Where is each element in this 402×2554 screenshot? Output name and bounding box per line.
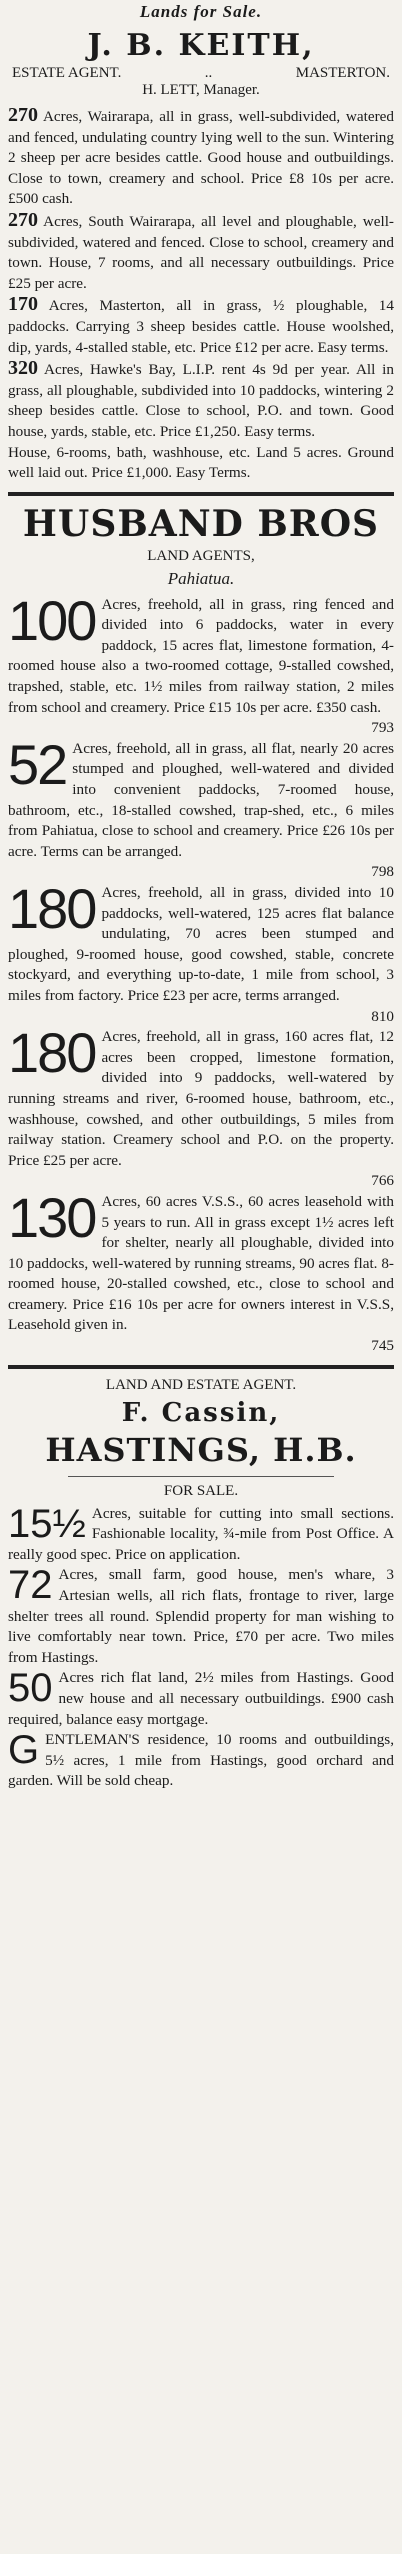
husband-item-num: 130 [8,1185,96,1249]
keith-item-text: Acres, Hawke's Bay, L.I.P. rent 4s 9d per year. All in grass, all ploughable, subdivided into 10 paddocks, wintering 2 sheep besides cattle. Close to school, P.O. and town. Good house, yards, stable, etc. Price £1,250. Easy terms. [8,361,394,440]
section-divider [8,1365,394,1369]
husband-item-ref: 766 [371,1172,394,1190]
cassin-item-text: ENTLEMAN'S residence, 10 rooms and outbuildings, 5½ acres, 1 mile from Hastings, good orchard and garden. Will be sold cheap. [8,1731,394,1790]
keith-item-num: 270 [8,104,38,126]
husband-item-num: 100 [8,588,96,652]
keith-role-sep: .. [204,65,213,81]
section-divider [8,492,394,496]
husband-location: Pahiatua. [167,568,235,588]
keith-role-left: ESTATE AGENT. [12,65,122,81]
cassin-item [8,1501,394,1566]
husband-subtitle: LAND AGENTS, [147,547,255,564]
husband-item-num: 52 [8,732,67,796]
keith-item-text: Acres, Masterton, all in grass, ½ ploughable, 14 paddocks. Carrying 3 sheep besides cattle. House woolshed, dip, yards, 4-stalled stable, etc. Price £12 per acre. Easy terms. [8,297,394,356]
husband-listings [8,588,394,1357]
keith-item [8,358,394,442]
keith-footer: House, 6-rooms, bath, washhouse, etc. Land 5 acres. Ground well laid out. Price £1,000. Easy Terms. [8,443,394,482]
keith-manager: H. LETT, Manager. [142,82,260,98]
husband-brand: HUSBAND BROS [22,502,380,545]
husband-item-ref: 745 [371,1337,394,1355]
cassin-brand: F. Cassin, [121,1397,281,1428]
keith-item [8,210,394,294]
husband-item-text: Acres, freehold, all in grass, all flat, nearly 20 acres stumped and ploughed, well-watered and divided into convenient paddocks, 7-roomed house, bathroom, etc., 18-stalled cowshed, trap-shed, etc., 6 miles from Pahiatua, close to school and creamery. Price £26 10s per acre. Terms can be arranged. [8,739,394,860]
husband-item [8,1185,394,1357]
husband-item-ref: 798 [371,863,394,881]
cassin-item-num: 15½ [8,1501,86,1546]
keith-item-num: 320 [8,357,38,380]
husband-item-text: Acres, 60 acres V.S.S., 60 acres leasehold with 5 years to run. All in grass except 1½ acres left for shelter, nearly all ploughable, divided into 10 paddocks, well-watered by running streams, 90 acres flat. 8-roomed house, 20-stalled cowshed, etc., close to school and creamery. Price £16 10s per acre for owners interest in V.S.S, Leasehold given in. [8,1192,394,1334]
newspaper-column [8,0,394,1792]
cassin-item-num: G [8,1728,40,1773]
keith-listings [8,105,394,484]
cassin-location: HASTINGS, H.B. [45,1430,357,1469]
husband-item-text: Acres, freehold, all in grass, divided into 10 paddocks, well-watered, 125 acres flat balance undulating, 70 acres been stumped and ploughed, 9-roomed house, good cowshed, stable, concrete stockyard, and everything up-to-date, 1 mile from school, 3 miles from factory. Price £23 per acre, terms arranged. [8,884,394,1004]
husband-item-text: Acres, freehold, all in grass, 160 acres flat, 12 acres been cropped, limestone formation, divided into 9 paddocks, well-watered by running streams and river, 6-roomed house, bathroom, etc., washhouse, cowshed, and other outbuildings, 5 miles from railway station. Creamery school and P.O. on the property. Price £25 per acre. [8,1028,394,1169]
husband-item [8,732,394,883]
page-title: Lands for Sale. [139,2,263,21]
keith-role-line [8,65,394,82]
husband-item-ref: 810 [371,1007,394,1025]
cassin-item [8,1565,394,1668]
keith-item-text: Acres, Wairarapa, all in grass, well-subdivided, watered and fenced, undulating country lying well to the sun. Wintering 2 sheep per acre besides cattle. Good house and outbuildings. Close to town, creamery and school. Price £8 10s per acre. £500 cash. [8,108,394,208]
husband-item-num: 180 [8,877,96,940]
cassin-item [8,1668,394,1730]
cassin-item-num: 50 [8,1666,53,1711]
cassin-for-sale: FOR SALE. [163,1482,239,1499]
cassin-heading: LAND AND ESTATE AGENT. [105,1376,297,1393]
cassin-item-text: Acres, small farm, good house, men's whare, 3 Artesian wells, all rich flats, frontage to river, large shelter trees all round. Splendid property for man wishing to live comfortably near town. Price, £70 per acre. Two miles from Hastings. [8,1566,394,1666]
keith-item [8,105,394,210]
cassin-listings [8,1501,394,1792]
husband-item [8,1021,394,1192]
keith-brand: J. B. KEITH, [87,28,315,63]
cassin-divider [68,1476,334,1477]
keith-role-right: MASTERTON. [295,65,390,81]
husband-item-num: 180 [8,1021,96,1085]
keith-item [8,294,394,358]
husband-item-ref: 793 [371,719,394,737]
cassin-item-text: Acres, suitable for cutting into small sections. Fashionable locality, ¾-mile from Post Office. A really good spec. Price on application. [8,1504,394,1563]
keith-item-num: 270 [8,208,38,231]
cassin-item-num: 72 [8,1563,53,1608]
husband-item [8,588,394,739]
cassin-item [8,1730,394,1792]
cassin-item-text: Acres rich flat land, 2½ miles from Hastings. Good new house and all necessary outbuildings. £900 cash required, balance easy mortgage. [8,1669,394,1728]
keith-item-num: 170 [8,293,38,316]
husband-item-text: Acres, freehold, all in grass, ring fenced and divided into 6 paddocks, water in every paddock, 15 acres flat, limestone formation, 4-roomed house also a two-roomed cottage, 9-stalled cowshed, trapshed, stable, etc. 1½ miles from railway station, 2 miles from school and creamery. Price £15 10s per acre. £350 cash. [8,595,394,716]
keith-item-text: Acres, South Wairarapa, all level and ploughable, well-subdivided, watered and fenced. Close to school, creamery and town. House, 7 rooms, and all necessary outbuildings. Price £25 per acre. [8,212,394,292]
husband-item [8,877,394,1027]
